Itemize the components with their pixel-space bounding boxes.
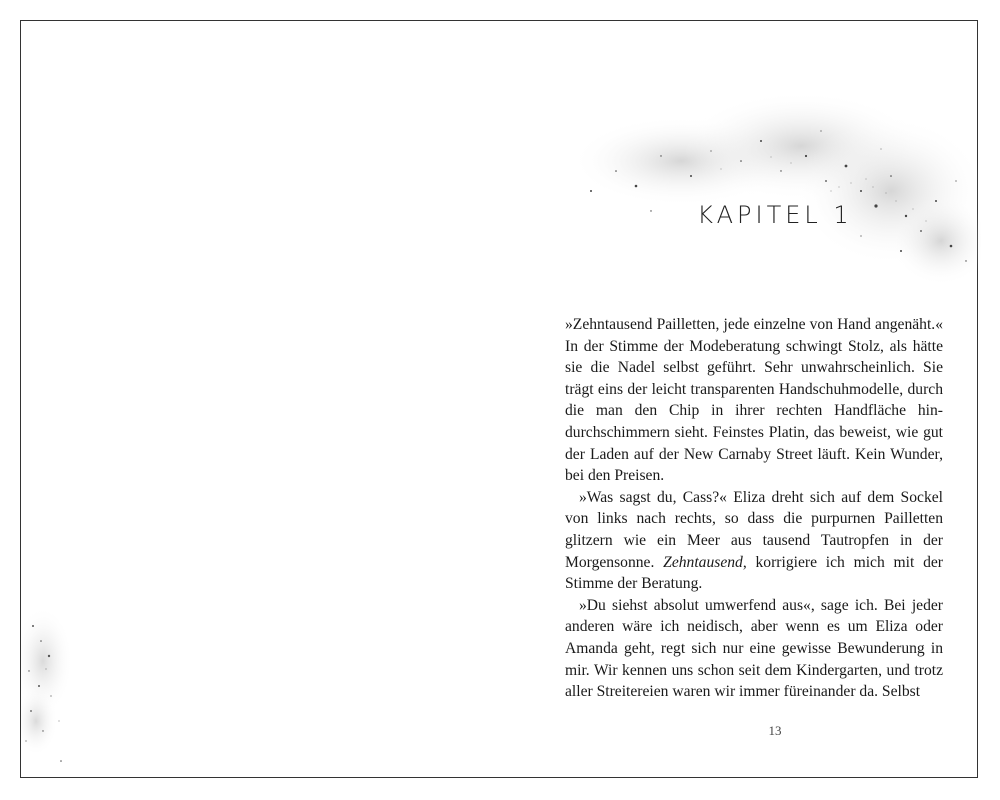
right-page — [521, 21, 979, 779]
paragraph — [565, 314, 943, 487]
starfield-decoration-top — [561, 61, 981, 291]
paragraph-text: »Was sagst du, Cass?« Eliza dreht sich auf dem Sockel von links nach rechts, so dass die purpurnen Pailletten glitzern wie ein Meer aus tausend Tautropfen in der Morgensonne. — [565, 488, 943, 571]
page-frame — [20, 20, 978, 778]
paragraph-text: »Zehntausend Pailletten, jede einzelne von Hand angenäht.« In der Stimme der Modeberatung schwingt Stolz, als hätte sie die Nadel selbst geführt. Sehr unwahrscheinlich. Sie trägt eins der leicht transparenten Handschuhmodelle, durch die man den Chip in ihrer rechten Handfläche hindurchschimmern sieht. Feinstes Platin, das beweist, wie gut der Laden auf der New Carnaby Street läuft. Kein Wunder, bei den Preisen. — [565, 316, 943, 485]
chapter-body-text — [565, 314, 943, 703]
emphasized-text: Zehntausend — [663, 553, 743, 571]
paragraph — [565, 487, 943, 595]
paragraph-text: »Du siehst absolut umwerfend aus«, sage ich. Bei jeder anderen wäre ich neidisch, aber wenn es um Eliza oder Amanda geht, regt sich nur eine gewisse Bewunderung in mir. Wir kennen uns schon seit dem Kindergarten, und trotz aller Streitereien waren wir immer füreinander da. Selbst — [565, 596, 943, 701]
paragraph — [565, 595, 943, 703]
page-number: 13 — [768, 723, 782, 738]
chapter-title: KAPITEL 1 — [697, 201, 853, 229]
left-page — [21, 21, 521, 779]
paragraph-text: , korrigiere ich mich mit der Stimme der Beratung. — [565, 553, 943, 593]
starfield-decoration-left — [21, 601, 91, 771]
